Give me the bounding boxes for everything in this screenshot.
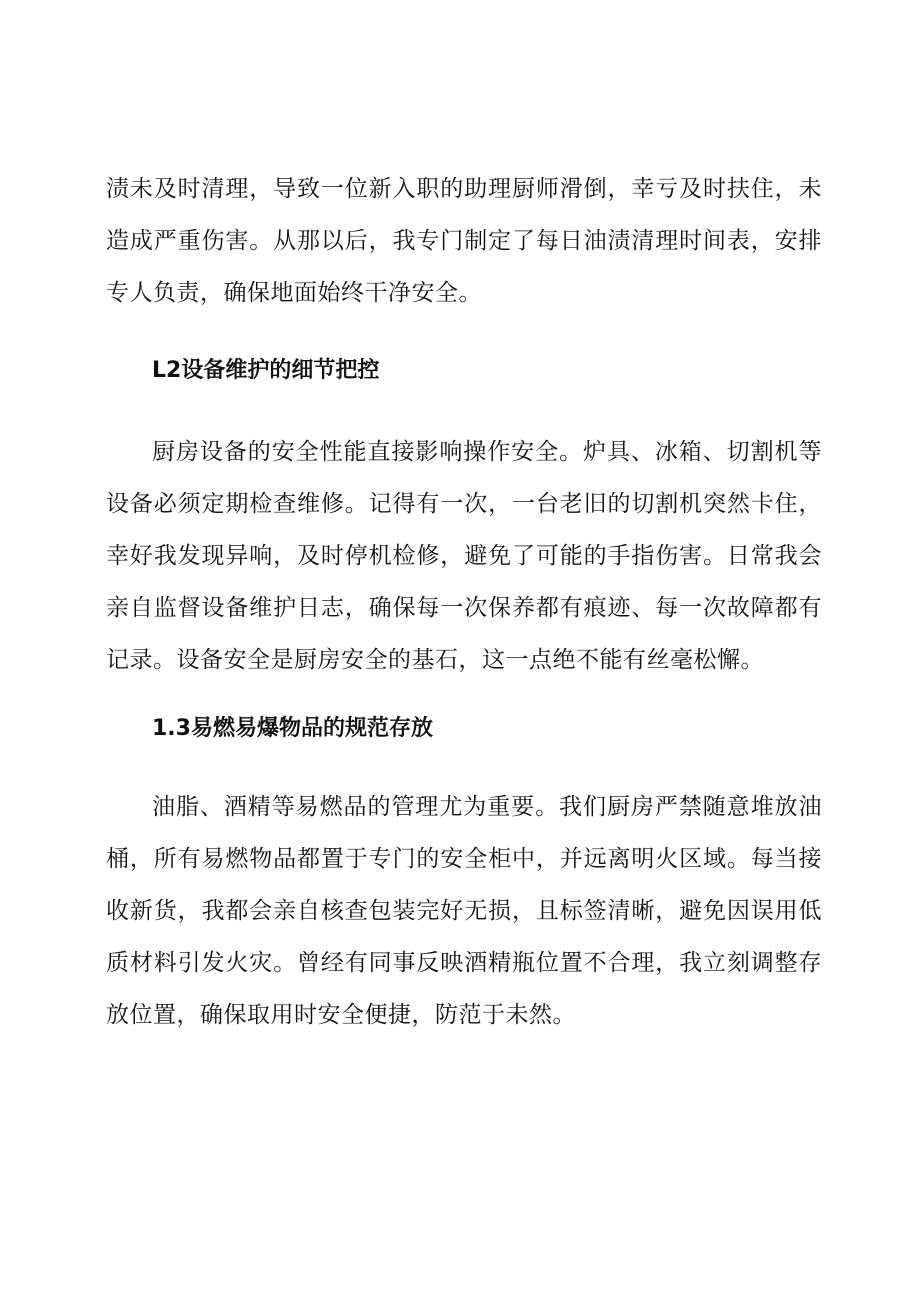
section-heading-1-2: L2设备维护的细节把控 <box>152 358 380 383</box>
paragraph-continuation: 渍未及时清理，导致一位新入职的助理厨师滑倒，幸亏及时扶住，未造成严重伤害。从那以后，我专门制定了每日油渍清理时间表，安排专人负责，确保地面始终干净安全。 <box>106 176 822 306</box>
paragraph-flammable-storage: 油脂、酒精等易燃品的管理尤为重要。我们厨房严禁随意堆放油桶，所有易燃物品都置于专门的安全柜中，并远离明火区域。每当接收新货，我都会亲自核查包装完好无损，且标签清晰，避免因误用低质材料引发火灾。曾经有同事反映酒精瓶位置不合理，我立刻调整存放位置，确保取用时安全便捷，防范于未然。 <box>106 794 822 1028</box>
section-heading-1-3: 1.3易燃易爆物品的规范存放 <box>152 716 433 741</box>
paragraph-equipment-maintenance: 厨房设备的安全性能直接影响操作安全。炉具、冰箱、切割机等设备必须定期检查维修。记得有一次，一台老旧的切割机突然卡住，幸好我发现异响，及时停机检修，避免了可能的手指伤害。日常我会亲自监督设备维护日志，确保每一次保养都有痕迹、每一次故障都有记录。设备安全是厨房安全的基石，这一点绝不能有丝毫松懈。 <box>106 439 822 673</box>
